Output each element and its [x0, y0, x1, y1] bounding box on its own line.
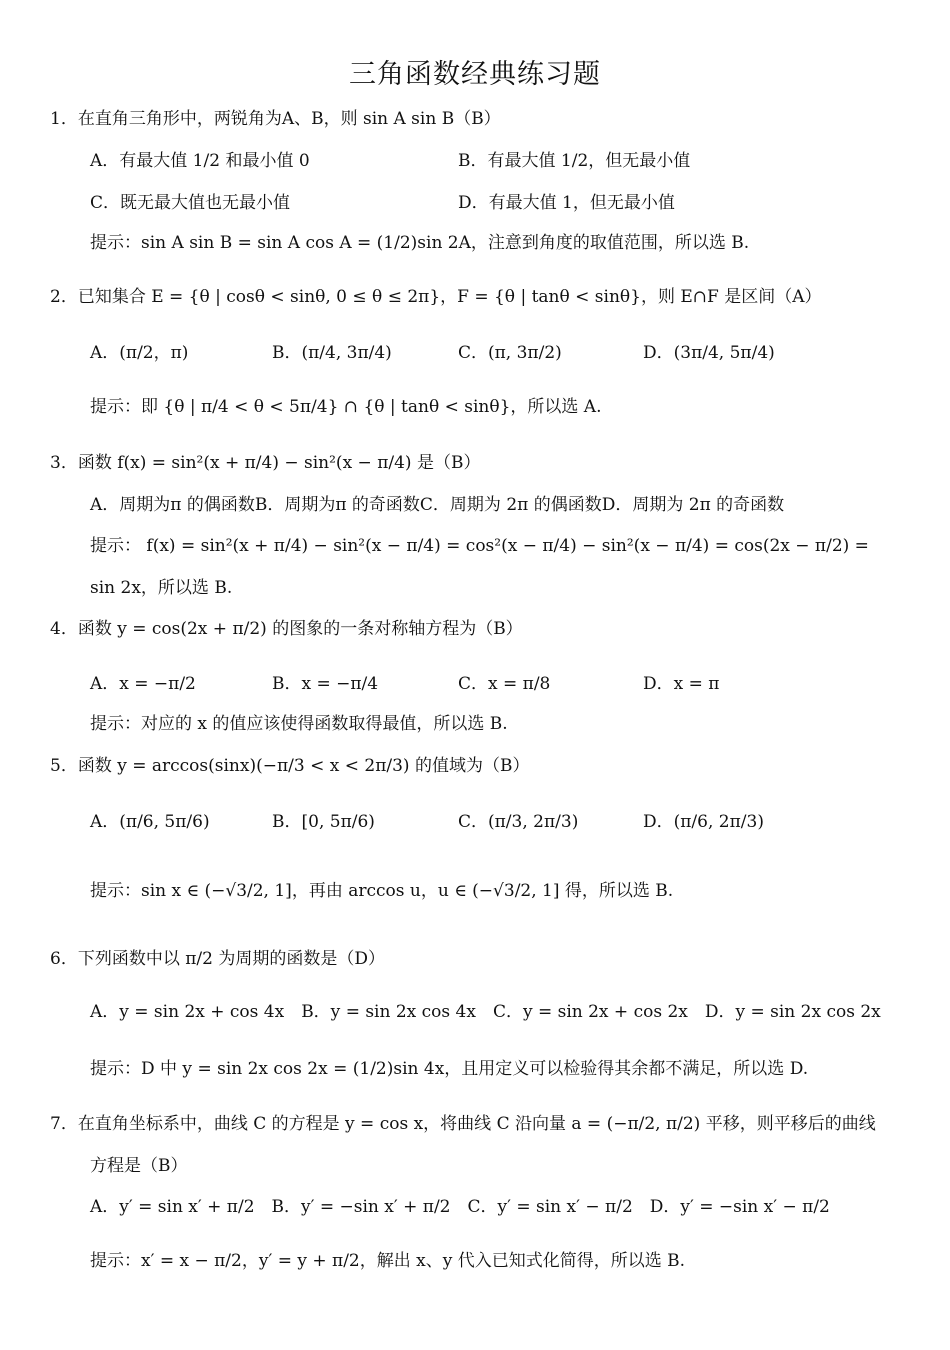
question-5-option-a: A．(π/6, 5π/6) [90, 812, 210, 832]
question-7-stem-continued: 方程是（B） [90, 1156, 188, 1176]
question-1-option-d: D．有最大值 1，但无最小值 [458, 193, 675, 213]
question-4-option-d: D．x = π [643, 674, 720, 694]
question-1-hint: 提示：sin A sin B = sin A cos A = (1/2)sin 2A，注意到角度的取值范围，所以选 B. [90, 233, 750, 253]
question-3-stem: 3．函数 f(x) = sin²(x + π/4) − sin²(x − π/4) 是（B） [50, 453, 481, 473]
question-1-option-a: A．有最大值 1/2 和最小值 0 [90, 151, 310, 171]
question-5-hint: 提示：sin x ∈ (−√3/2, 1]，再由 arccos u，u ∈ (−√3/2, 1] 得，所以选 B. [90, 881, 674, 901]
question-6-hint: 提示：D 中 y = sin 2x cos 2x = (1/2)sin 4x，且用定义可以检验得其余都不满足，所以选 D. [90, 1059, 809, 1079]
question-4-option-c: C．x = π/8 [458, 674, 551, 694]
question-1-stem: 1．在直角三角形中，两锐角为A、B，则 sin A sin B（B） [50, 109, 501, 129]
question-7-stem: 7．在直角坐标系中，曲线 C 的方程是 y = cos x，将曲线 C 沿向量 a = (−π/2, π/2) 平移，则平移后的曲线 [50, 1114, 876, 1134]
question-4-option-b: B．x = −π/4 [272, 674, 379, 694]
question-5-option-b: B．[0, 5π/6) [272, 812, 375, 832]
question-1-option-b: B．有最大值 1/2，但无最小值 [458, 151, 691, 171]
question-4-hint: 提示：对应的 x 的值应该使得函数取得最值，所以选 B. [90, 714, 508, 734]
question-5-option-d: D．(π/6, 2π/3) [643, 812, 764, 832]
question-4-option-a: A．x = −π/2 [90, 674, 196, 694]
question-6-stem: 6．下列函数中以 π/2 为周期的函数是（D） [50, 949, 385, 969]
question-2-stem: 2．已知集合 E = {θ | cosθ < sinθ, 0 ≤ θ ≤ 2π}，F = {θ | tanθ < sinθ}，则 E∩F 是区间（A） [50, 287, 822, 307]
question-2-option-c: C．(π, 3π/2) [458, 343, 562, 363]
question-2-hint: 提示：即 {θ | π/4 < θ < 5π/4} ∩ {θ | tanθ < sinθ}，所以选 A. [90, 397, 602, 417]
question-3-options: A．周期为π 的偶函数B．周期为π 的奇函数C．周期为 2π 的偶函数D．周期为 2π 的奇函数 [90, 495, 785, 515]
question-3-hint-continued: sin 2x，所以选 B. [90, 578, 233, 598]
question-7-options: A．y′ = sin x′ + π/2 B．y′ = −sin x′ + π/2 C．y′ = sin x′ − π/2 D．y′ = −sin x′ − π/2 [90, 1197, 830, 1217]
question-3-hint: 提示： f(x) = sin²(x + π/4) − sin²(x − π/4) = cos²(x − π/4) − sin²(x − π/4) = cos(2x − π/2) = [90, 536, 869, 556]
question-7-hint: 提示：x′ = x − π/2，y′ = y + π/2，解出 x、y 代入已知式化简得，所以选 B. [90, 1251, 686, 1271]
question-2-option-d: D．(3π/4, 5π/4) [643, 343, 775, 363]
question-2-option-b: B．(π/4, 3π/4) [272, 343, 392, 363]
question-6-options: A．y = sin 2x + cos 4x B．y = sin 2x cos 4x C．y = sin 2x + cos 2x D．y = sin 2x cos 2x [90, 1002, 881, 1022]
question-1-option-c: C．既无最大值也无最小值 [90, 193, 291, 213]
question-2-option-a: A．(π/2，π) [90, 343, 189, 363]
question-4-stem: 4．函数 y = cos(2x + π/2) 的图象的一条对称轴方程为（B） [50, 619, 523, 639]
question-5-option-c: C．(π/3, 2π/3) [458, 812, 579, 832]
page-title: 三角函数经典练习题 [349, 59, 601, 90]
question-5-stem: 5．函数 y = arccos(sinx)(−π/3 < x < 2π/3) 的值域为（B） [50, 756, 530, 776]
